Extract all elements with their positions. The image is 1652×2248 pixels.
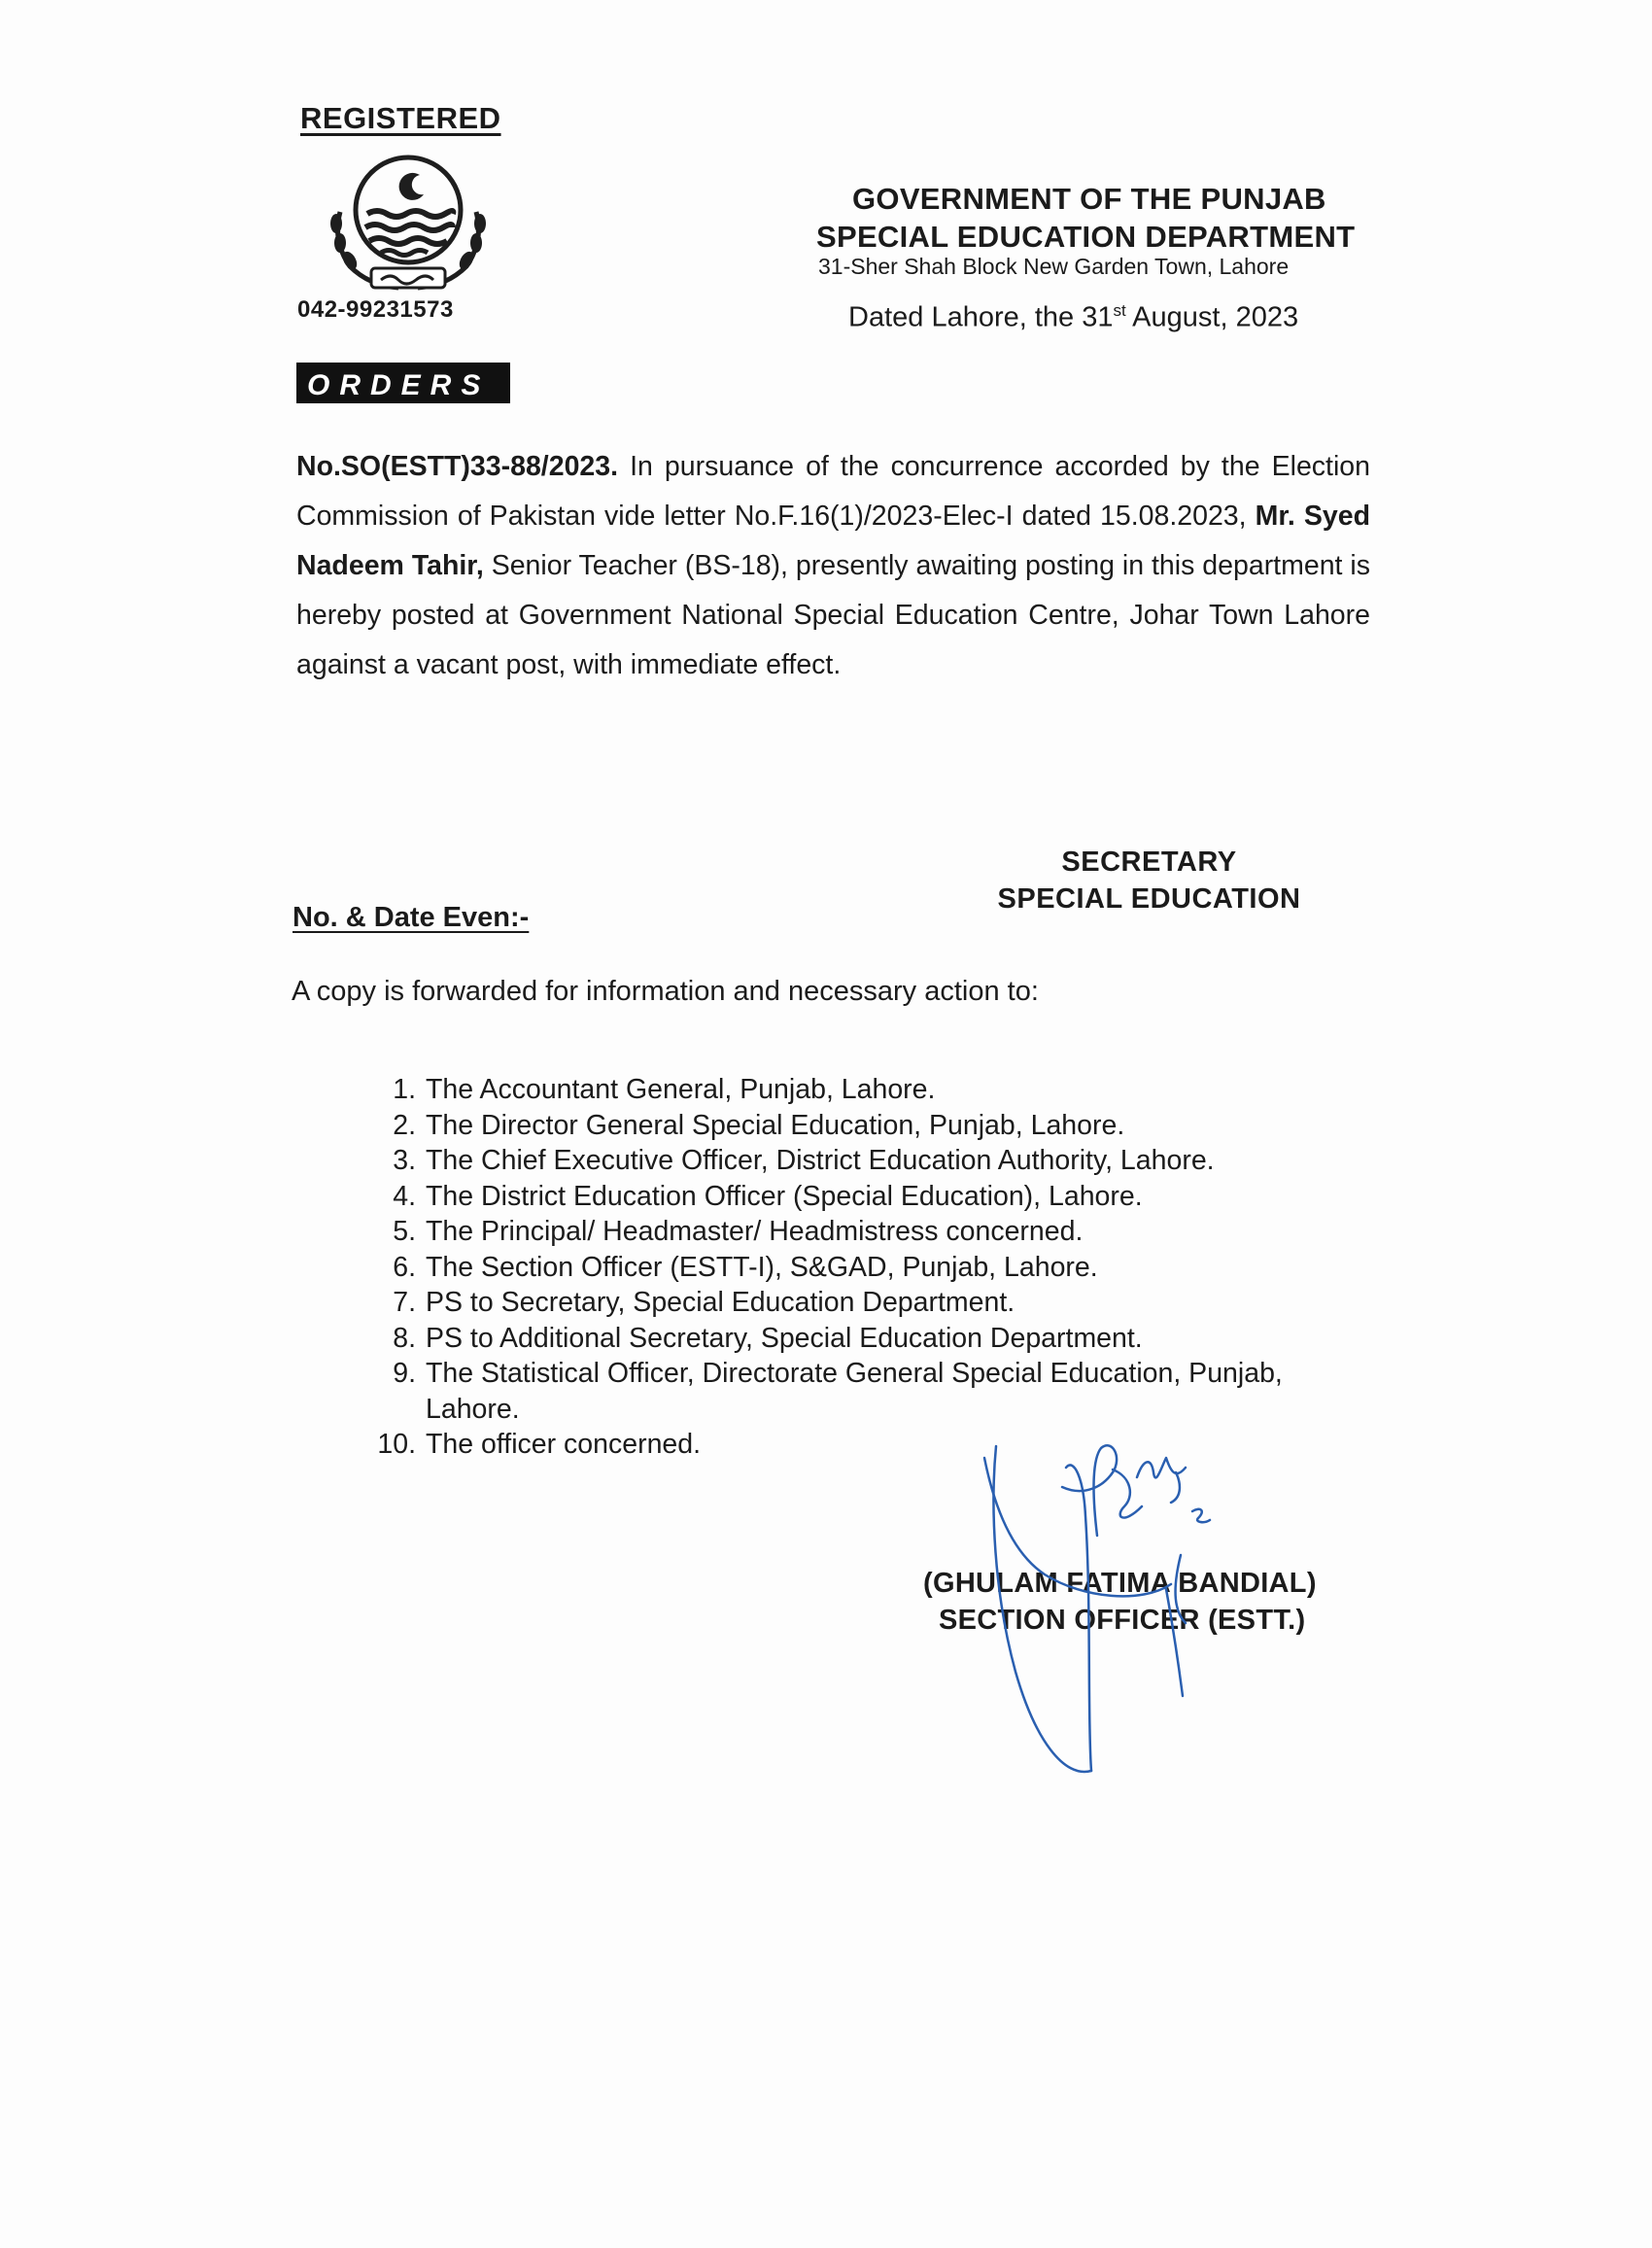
distribution-list [369, 1072, 1322, 1463]
order-paragraph [296, 442, 1370, 690]
secretary-line-2: SPECIAL EDUCATION [997, 883, 1301, 915]
department-address: 31-Sher Shah Block New Garden Town, Lahore [818, 254, 1290, 279]
order-number: No.SO(ESTT)33-88/2023. [296, 451, 619, 482]
list-item: 5. The Principal/ Headmaster/ Headmistress concerned. [393, 1216, 1084, 1247]
handwritten-signature-icon [977, 1429, 1288, 1788]
list-item: 3. The Chief Executive Officer, District Education Authority, Lahore. [393, 1145, 1215, 1176]
list-item: 10. The officer concerned. [377, 1429, 702, 1460]
signatory-name: (GHULAM FATIMA BANDIAL) [923, 1568, 1317, 1599]
secretary-line-1: SECRETARY [1061, 847, 1237, 878]
list-item: 6. The Section Officer (ESTT-I), S&GAD, Punjab, Lahore. [393, 1251, 1098, 1283]
department-title: SPECIAL EDUCATION DEPARTMENT [816, 220, 1356, 254]
order-person: Mr. Syed Nadeem Tahir, [296, 501, 1371, 581]
no-date-even-heading: No. & Date Even:- [293, 902, 530, 933]
secretary-block [986, 844, 1312, 917]
phone-number: 042-99231573 [297, 296, 454, 323]
list-item: 2. The Director General Special Education, Punjab, Lahore. [393, 1109, 1125, 1141]
order-text-part-1: In pursuance of the concurrence accorded by the Election Commission of Pakistan vide letter No.F.16(1)/2023-Elec-I dated 15.08.2023, [296, 451, 1370, 532]
copy-forwarded-intro: A copy is forwarded for information and necessary action to: [292, 976, 1039, 1007]
list-item: 1. The Accountant General, Punjab, Lahore. [393, 1074, 936, 1105]
punjab-government-emblem-icon [311, 154, 505, 299]
dated-sup: st [1113, 301, 1126, 320]
list-item: 7. PS to Secretary, Special Education Department. [393, 1287, 1015, 1318]
list-item: 4. The District Education Officer (Special Education), Lahore. [393, 1180, 1143, 1212]
dated-prefix: Dated Lahore, the 31 [848, 301, 1114, 333]
list-item: 9. The Statistical Officer, Directorate General Special Education, Punjab, Lahore. [393, 1358, 1283, 1425]
registered-label: REGISTERED [300, 101, 501, 135]
orders-label: ORDERS [296, 363, 510, 403]
order-text-part-2: Senior Teacher (BS-18), presently awaiting posting in this department is hereby posted at Government National Special Education Centre, Johar Town Lahore against a vacant post, with immediate effect. [296, 550, 1370, 680]
government-title: GOVERNMENT OF THE PUNJAB [852, 182, 1326, 216]
dated-suffix: August, 2023 [1125, 301, 1299, 333]
signatory-title: SECTION OFFICER (ESTT.) [939, 1605, 1306, 1636]
list-item: 8. PS to Additional Secretary, Special Education Department. [393, 1322, 1143, 1354]
dated-line [848, 301, 1298, 334]
